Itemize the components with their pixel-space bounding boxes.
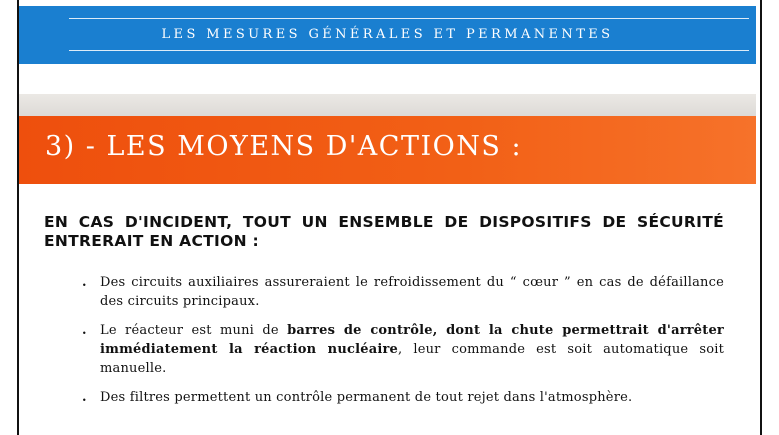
page-frame-left	[17, 0, 19, 435]
bullet-marker: .	[82, 275, 87, 290]
list-item	[44, 388, 724, 407]
banner-rule-top	[69, 18, 749, 19]
bullet-marker: .	[82, 323, 87, 338]
bullet-text: Des filtres permettent un contrôle permanent de tout rejet dans l'atmosphère.	[100, 390, 633, 405]
main-content	[44, 213, 724, 417]
bullet-marker: .	[82, 390, 87, 405]
bullet-text-lead: Le réacteur est muni de	[100, 323, 288, 338]
bullet-text: Des circuits auxiliaires assureraient le refroidissement du “ cœur ” en cas de défaillance des circuits principaux.	[100, 275, 724, 309]
section-banner	[19, 6, 756, 64]
banner-rule-bottom	[69, 50, 749, 51]
bullet-text-emphasis: barres de contrôle, dont la chute permettrait d'arrêter immédiatement la réaction nucléaire	[100, 323, 724, 357]
list-item	[44, 273, 724, 311]
bullet-text-tail: , leur commande est soit automatique soit manuelle.	[100, 342, 725, 376]
bleed-through-band	[19, 94, 756, 116]
list-item	[44, 321, 724, 378]
section-title: LES MESURES GÉNÉRALES ET PERMANENTES	[161, 27, 614, 42]
safety-measures-list	[44, 273, 724, 407]
incident-heading: EN CAS D'INCIDENT, TOUT UN ENSEMBLE DE DISPOSITIFS DE SÉCURITÉ ENTRERAIT EN ACTION :	[44, 213, 724, 250]
subsection-banner	[19, 116, 756, 184]
page-frame-right	[760, 0, 762, 435]
subsection-title: 3) - LES MOYENS D'ACTIONS :	[45, 131, 523, 162]
